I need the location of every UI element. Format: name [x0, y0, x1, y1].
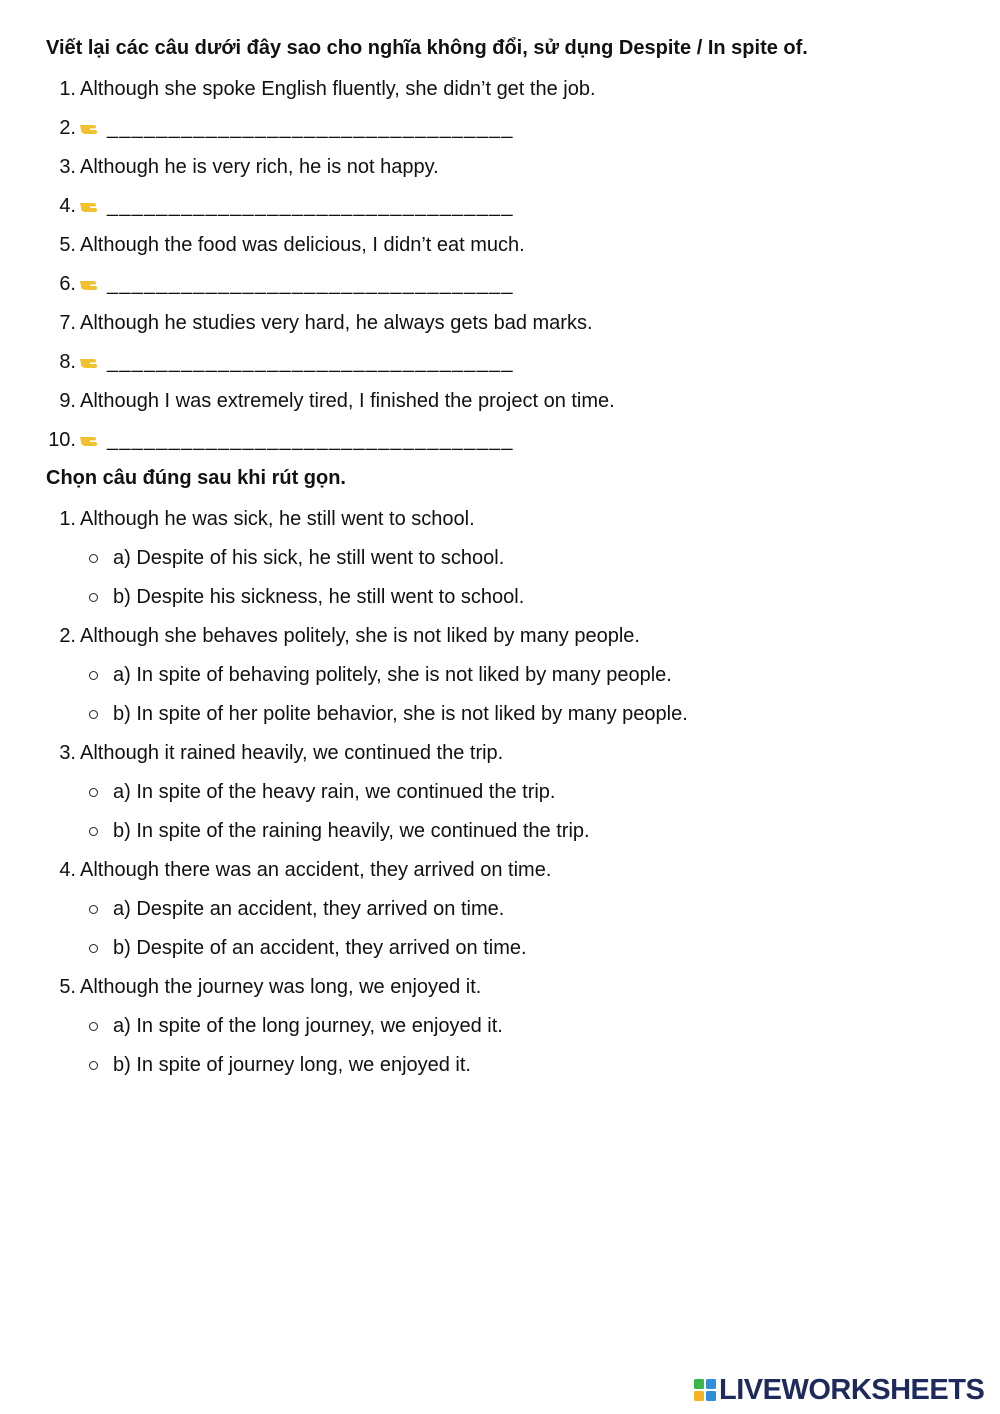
question-text: Although the journey was long, we enjoyed it. — [80, 976, 482, 998]
question-item — [0, 506, 1000, 532]
item-number: 1. — [59, 78, 76, 100]
circle-bullet-icon — [89, 710, 98, 719]
list-item — [0, 388, 1000, 414]
option-text: b) Despite his sickness, he still went to school. — [113, 586, 525, 608]
circle-bullet-icon — [89, 671, 98, 680]
option-a[interactable] — [0, 896, 1000, 922]
answer-row — [0, 427, 1000, 453]
answer-blank[interactable]: _________________________________ — [107, 351, 514, 373]
item-number: 7. — [59, 312, 76, 334]
item-number: 4. — [59, 195, 76, 217]
question-number: 4. — [59, 859, 76, 881]
option-text: a) In spite of the heavy rain, we continued the trip. — [113, 781, 556, 803]
circle-bullet-icon — [89, 905, 98, 914]
question-text: Although he was sick, he still went to school. — [80, 508, 475, 530]
list-item — [0, 76, 1000, 102]
question-number: 1. — [59, 508, 76, 530]
item-number: 3. — [59, 156, 76, 178]
option-b[interactable] — [0, 1052, 1000, 1078]
pointing-hand-icon — [78, 116, 102, 140]
item-number: 8. — [59, 351, 76, 373]
option-a[interactable] — [0, 662, 1000, 688]
item-text: Although the food was delicious, I didn’t eat much. — [80, 234, 525, 256]
option-text: b) Despite of an accident, they arrived on time. — [113, 937, 527, 959]
circle-bullet-icon — [89, 827, 98, 836]
question-text: Although there was an accident, they arrived on time. — [80, 859, 552, 881]
question-item — [0, 857, 1000, 883]
pointing-hand-icon — [78, 272, 102, 296]
section2-title: Chọn câu đúng sau khi rút gọn. — [46, 467, 346, 489]
question-text: Although it rained heavily, we continued the trip. — [80, 742, 504, 764]
question-item — [0, 974, 1000, 1000]
circle-bullet-icon — [89, 1061, 98, 1070]
option-a[interactable] — [0, 779, 1000, 805]
list-item — [0, 154, 1000, 180]
question-number: 5. — [59, 976, 76, 998]
section1-title: Viết lại các câu dưới đây sao cho nghĩa không đổi, sử dụng Despite / In spite of. — [46, 37, 808, 59]
circle-bullet-icon — [89, 1022, 98, 1031]
option-text: b) In spite of journey long, we enjoyed it. — [113, 1054, 471, 1076]
item-text: Although he is very rich, he is not happy. — [80, 156, 439, 178]
item-number: 2. — [59, 117, 76, 139]
item-number: 9. — [59, 390, 76, 412]
option-b[interactable] — [0, 818, 1000, 844]
liveworksheets-logo-icon — [693, 1378, 717, 1402]
option-text: a) In spite of the long journey, we enjoyed it. — [113, 1015, 503, 1037]
option-a[interactable] — [0, 1013, 1000, 1039]
item-text: Although I was extremely tired, I finished the project on time. — [80, 390, 615, 412]
answer-blank[interactable]: _________________________________ — [107, 195, 514, 217]
item-number: 5. — [59, 234, 76, 256]
answer-row — [0, 349, 1000, 375]
option-b[interactable] — [0, 584, 1000, 610]
answer-row — [0, 193, 1000, 219]
question-item — [0, 623, 1000, 649]
option-text: b) In spite of the raining heavily, we continued the trip. — [113, 820, 590, 842]
pointing-hand-icon — [78, 350, 102, 374]
option-text: b) In spite of her polite behavior, she is not liked by many people. — [113, 703, 688, 725]
answer-row — [0, 115, 1000, 141]
option-b[interactable] — [0, 935, 1000, 961]
answer-blank[interactable]: _________________________________ — [107, 117, 514, 139]
option-text: a) Despite an accident, they arrived on time. — [113, 898, 505, 920]
option-text: a) In spite of behaving politely, she is not liked by many people. — [113, 664, 672, 686]
question-item — [0, 740, 1000, 766]
item-text: Although she spoke English fluently, she didn’t get the job. — [80, 78, 596, 100]
option-text: a) Despite of his sick, he still went to school. — [113, 547, 505, 569]
question-number: 3. — [59, 742, 76, 764]
question-text: Although she behaves politely, she is not liked by many people. — [80, 625, 640, 647]
option-a[interactable] — [0, 545, 1000, 571]
answer-blank[interactable]: _________________________________ — [107, 273, 514, 295]
list-item — [0, 310, 1000, 336]
pointing-hand-icon — [78, 428, 102, 452]
option-b[interactable] — [0, 701, 1000, 727]
answer-blank[interactable]: _________________________________ — [107, 429, 514, 451]
logo-text: LIVEWORKSHEETS — [719, 1374, 985, 1406]
answer-row — [0, 271, 1000, 297]
pointing-hand-icon — [78, 194, 102, 218]
item-number: 6. — [59, 273, 76, 295]
list-item — [0, 232, 1000, 258]
question-number: 2. — [59, 625, 76, 647]
item-text: Although he studies very hard, he always gets bad marks. — [80, 312, 593, 334]
circle-bullet-icon — [89, 593, 98, 602]
circle-bullet-icon — [89, 788, 98, 797]
circle-bullet-icon — [89, 944, 98, 953]
item-number: 10. — [48, 429, 76, 451]
circle-bullet-icon — [89, 554, 98, 563]
